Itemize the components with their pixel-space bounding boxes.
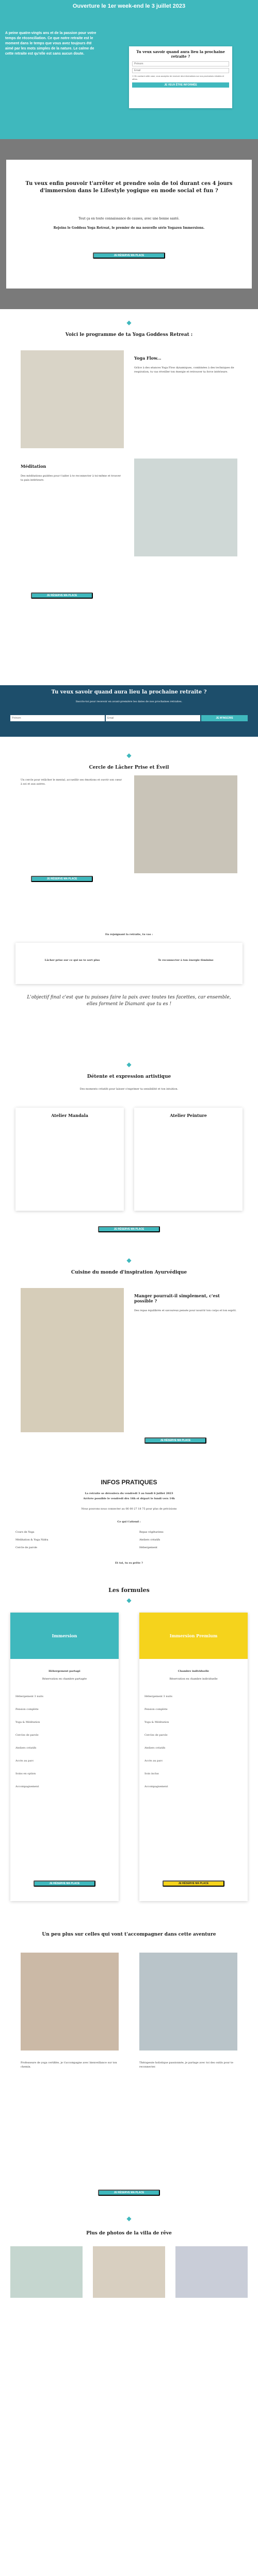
- pricing-right-feature: Pension complète: [144, 1708, 168, 1711]
- practical-line-2: Arrivée possible le vendredi dès 16h et départ le lundi vers 14h: [83, 1497, 175, 1500]
- villa-photo: [175, 2246, 248, 2298]
- first-name-input[interactable]: [132, 61, 229, 66]
- practical-price-line: Nous pouvons nous connecter au 06 00 27 18 75 pour plus de précisions: [81, 1507, 177, 1511]
- reserve-button-3[interactable]: JE RÉSERVE MA PLACE: [31, 876, 93, 882]
- benefit-1: Lâcher prise sur ce qui ne te sert plus: [44, 959, 100, 962]
- intro-heading: Tu veux enfin pouvoir t'arrêter et prendre soin de toi durant ces 4 jours d'immersion dans le Lifestyle yogique en mode social et fun ?: [25, 181, 233, 194]
- circle-text: Un cercle pour relâcher le mental, accueillir ses émotions et ouvrir son cœur à soi et aux autres.: [21, 778, 122, 786]
- pricing-left-feature: Soins en option: [15, 1772, 36, 1775]
- newsletter-email-input[interactable]: [106, 715, 200, 721]
- included-right-3: Hébergement: [139, 1546, 157, 1549]
- ayurveda-text: Des repas équilibrés et savoureux pensés pour nourrir ton corps et ton esprit.: [134, 1309, 237, 1312]
- newsletter-bar: [0, 685, 258, 737]
- intro-body-2: Rejoins le Goddess Yoga Retreat, le premier de ma nouvelle série Yogazen Immersions.: [53, 226, 205, 230]
- villa-photo: [93, 2246, 165, 2298]
- included-right-2: Ateliers créatifs: [139, 1538, 160, 1541]
- pricing-right-feature: Cercles de parole: [144, 1734, 168, 1737]
- newsletter-text: Inscris-toi pour recevoir en avant-première les dates de nos prochaines retraites.: [75, 700, 183, 703]
- newsletter-form: [10, 715, 248, 721]
- pricing-card-left: [10, 1613, 119, 1901]
- included-left-1: Cours de Yoga: [15, 1531, 35, 1534]
- included-left-2: Méditation & Yoga Nidra: [15, 1538, 49, 1541]
- diamond-icon: ◆: [126, 1061, 132, 1068]
- meditation-text: Des méditations guidées pour t'aider à te reconnecter à toi-même et trouver ta paix intérieure.: [21, 474, 121, 482]
- art-card-2: [134, 1108, 243, 1211]
- reserve-button-4[interactable]: JE RÉSERVE MA PLACE: [98, 1226, 160, 1232]
- team-left-text: Professeure de yoga certifiée, je t'accompagne avec bienveillance sur ton chemin.: [21, 2061, 117, 2069]
- yoga-photo: [21, 350, 124, 448]
- hero-intro: A peine quatre-vingts ans et de la passion pour votre temps de réconciliation. Ce que notre retraite est le moment dans le temps que vous avez toujours été aimé par les mots simples de la nature. Le calme de cette retraite est qu'elle est sans aucun doute.: [5, 31, 96, 56]
- benefit-2: Te reconnecter à ton énergie féminine: [158, 959, 214, 962]
- reserve-button-6[interactable]: JE RÉSERVE MA PLACE: [98, 2190, 160, 2196]
- pricing-right-button[interactable]: JE RÉSERVE MA PLACE: [163, 1880, 224, 1887]
- subscribe-button[interactable]: JE VEUX ÊTRE INFORMÉE: [132, 82, 229, 88]
- diamond-icon: ◆: [126, 1597, 132, 1604]
- included-left-3: Cercle de parole: [15, 1546, 38, 1549]
- included-title: Ce qui t'attend :: [117, 1520, 141, 1523]
- signup-form: [129, 46, 232, 108]
- benefits-lead: En rejoignant la retraite, tu vas :: [105, 933, 153, 936]
- pricing-right-feature: Accompagnement: [144, 1785, 168, 1788]
- pricing-card-right: [139, 1613, 248, 1901]
- meditation-title: Méditation: [21, 464, 46, 469]
- pricing-left-feature: Ateliers créatifs: [15, 1747, 37, 1750]
- intro-card: [6, 160, 252, 289]
- intro-section: [0, 139, 258, 309]
- food-photo: [21, 1288, 124, 1432]
- pricing-right-name: Immersion Premium: [169, 1633, 218, 1638]
- photos-title: Plus de photos de la villa de rêve: [86, 2231, 172, 2236]
- practical-title: INFOS PRATIQUES: [101, 1479, 157, 1486]
- pricing-left-name: Immersion: [52, 1633, 77, 1638]
- newsletter-name-input[interactable]: [10, 715, 105, 721]
- pricing-right-feature: Soin inclus: [144, 1772, 159, 1775]
- pricing-right-feature: Ateliers créatifs: [144, 1747, 166, 1750]
- newsletter-title: Tu veux savoir quand aura lieu la prochaine retraite ?: [51, 689, 207, 695]
- intro-body-1: Tout ça en toute connaissance de causes, avec une bonne santé.: [78, 217, 180, 221]
- pricing-right-feature: Yoga & Méditation: [144, 1721, 169, 1724]
- art-card-2-title: Atelier Peinture: [170, 1113, 207, 1118]
- diamond-icon: ◆: [126, 319, 132, 326]
- diamond-icon: ◆: [126, 2215, 132, 2222]
- yoga-flow-text: Grâce à des séances Yoga Flow dynamiques, combinées à des techniques de respiration, tu vas réveiller ton énergie et retrouver ta force intérieure.: [134, 366, 234, 374]
- pricing-left-button[interactable]: JE RÉSERVE MA PLACE: [34, 1880, 95, 1887]
- pricing-left-feature: Hébergement 3 nuits: [15, 1695, 43, 1698]
- ayurveda-question: Manger pourrait-il simplement, c'est possible ?: [134, 1293, 220, 1303]
- included-right-1: Repas végétariens: [139, 1531, 164, 1534]
- practical-line-1: La retraite se déroulera du vendredi 3 au lundi 6 juillet 2023: [85, 1492, 173, 1495]
- hero-title: Ouverture le 1er week-end le 3 juillet 2023: [72, 3, 186, 9]
- pricing-left-feature: Accompagnement: [15, 1785, 39, 1788]
- reserve-button-2[interactable]: JE RÉSERVE MA PLACE: [31, 592, 93, 599]
- pricing-left-subtitle: Réservation en chambre partagée: [42, 1677, 87, 1681]
- consent-checkbox[interactable]: ☐ En cochant cette case, vous acceptez de recevoir des informations sur nos prochaines retraites et offres.: [132, 75, 224, 80]
- reserve-button-5[interactable]: JE RÉSERVE MA PLACE: [144, 1437, 206, 1444]
- quote-text: L'objectif final c'est que tu puisses faire la paix avec toutes tes facettes, car ensemble, elles forment le Diamant que tu es !: [27, 995, 231, 1007]
- team-title: Un peu plus sur celles qui vont t'accompagner dans cette aventure: [42, 1932, 216, 1937]
- team-photo-left: [21, 1953, 119, 2050]
- ayurveda-title: Cuisine du monde d'inspiration Ayurvédique: [71, 1270, 187, 1275]
- team-photo-right: [139, 1953, 237, 2050]
- circle-title: Cercle de Lâcher Prise et Éveil: [89, 765, 169, 770]
- villa-photo: [10, 2246, 83, 2298]
- pricing-right-feature: Hébergement 3 nuits: [144, 1695, 172, 1698]
- pricing-right-price: Chambre individuelle: [178, 1670, 209, 1673]
- pricing-left-feature: Accès au parc: [15, 1759, 34, 1762]
- diamond-icon: ◆: [126, 752, 132, 759]
- art-text: Des moments créatifs pour laisser s'exprimer ta sensibilité et ton intuition.: [79, 1088, 179, 1091]
- consent-text: En cochant cette case, vous acceptez de recevoir des informations sur nos prochaines retraites et offres.: [132, 75, 224, 80]
- newsletter-button[interactable]: JE M'INSCRIS: [201, 715, 248, 721]
- form-title: Tu veux savoir quand aura lieu la prochaine retraite ?: [136, 49, 225, 59]
- pricing-left-price: Hébergement partagé: [49, 1670, 80, 1673]
- meditation-photo: [134, 459, 237, 556]
- art-card-1: [15, 1108, 124, 1211]
- art-card-1-title: Atelier Mandala: [51, 1113, 88, 1118]
- art-title: Détente et expression artistique: [87, 1074, 171, 1079]
- formules-title: Les formules: [108, 1587, 150, 1594]
- email-input[interactable]: [132, 68, 229, 73]
- hero-section: [0, 0, 258, 139]
- ready-text: Et toi, tu es prête ?: [115, 1562, 143, 1565]
- circle-photo: [134, 775, 237, 873]
- yoga-flow-title: Yoga Flow...: [134, 355, 162, 361]
- benefits-card: [15, 943, 243, 984]
- pricing-left-feature: Cercles de parole: [15, 1734, 39, 1737]
- diamond-icon: ◆: [126, 1257, 132, 1264]
- intro-body: [17, 216, 241, 230]
- reserve-button-1[interactable]: JE RÉSERVE MA PLACE: [93, 252, 165, 259]
- pricing-left-feature: Pension complète: [15, 1708, 39, 1711]
- program-title: Voici le programme de ta Yoga Goddess Retreat :: [65, 332, 193, 337]
- pricing-right-feature: Accès au parc: [144, 1759, 163, 1762]
- benefits-section: [0, 927, 258, 1046]
- pricing-left-feature: Yoga & Méditation: [15, 1721, 40, 1724]
- pricing-right-subtitle: Réservation en chambre individuelle: [169, 1677, 218, 1681]
- team-right-text: Thérapeute holistique passionnée, je partage avec toi des outils pour te reconnecter.: [139, 2061, 233, 2069]
